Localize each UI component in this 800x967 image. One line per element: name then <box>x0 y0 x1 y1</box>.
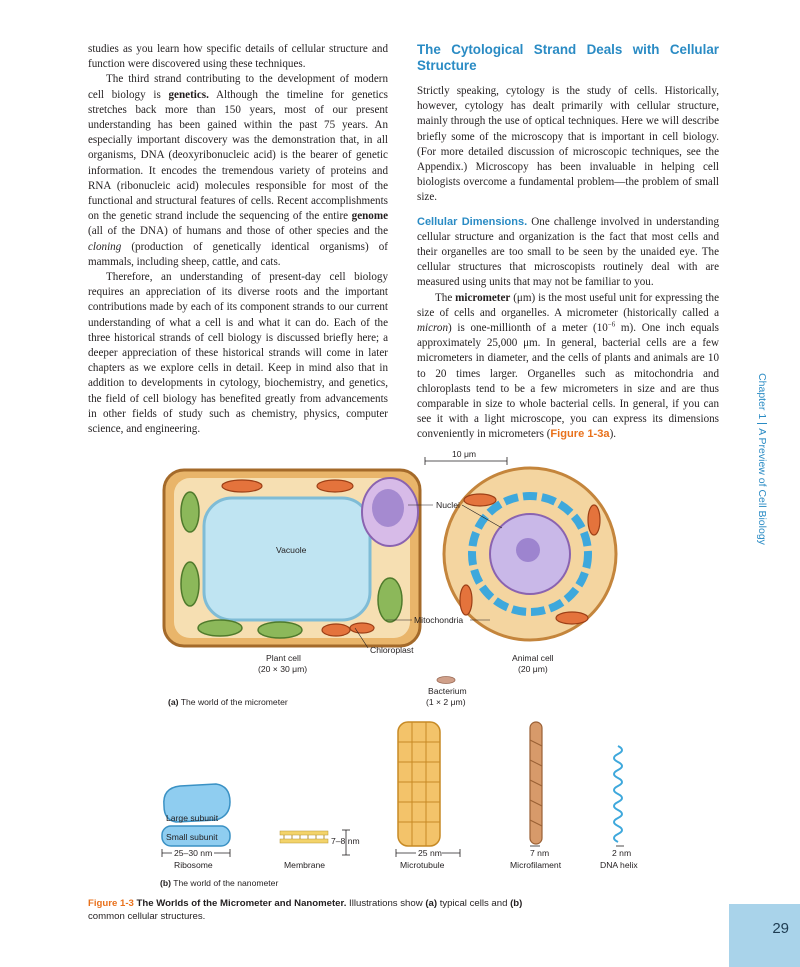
membrane-label: Membrane <box>284 860 326 870</box>
animal-cell-label: Animal cell <box>512 653 554 663</box>
page-number-tab <box>729 904 800 967</box>
runin-heading: Cellular Dimensions. <box>417 215 528 228</box>
term-cloning: cloning <box>88 240 122 253</box>
chapter-label: Chapter 1 <box>756 373 768 420</box>
chapter-title: A Preview of Cell Biology <box>756 428 768 545</box>
bacterium-size: (1 × 2 μm) <box>426 697 466 707</box>
right-column <box>417 42 719 443</box>
section-heading: The Cytological Strand Deals with Cellular Structure <box>417 42 719 73</box>
caption-title: The Worlds of the Micrometer and Nanometer. <box>136 898 347 909</box>
dna-helix-illustration <box>614 746 622 842</box>
scale-bar-label: 10 μm <box>452 450 477 459</box>
plant-cell-illustration <box>164 470 420 646</box>
figure-reference-link[interactable]: Figure 1-3a <box>550 428 610 441</box>
large-subunit-label: Large subunit <box>166 813 219 823</box>
mitochondria-label: Mitochondria <box>414 615 464 625</box>
ribosome-size: 25–30 nm <box>174 848 213 858</box>
left-column <box>88 42 388 437</box>
paragraph: The micrometer (μm) is the most useful unit for expressing the size of cells and organelles. A micrometer (historically called a micron) is one-millionth of a meter ($10^{-6}$ m). One inch equals approximately 25,000 μm. In general, bacterial cells are a few micrometers in diameter, and the cells of plants and animals are 10 to 20 times larger. Organelles such as mitochondria and chloroplasts tend to be a few micrometers in size and are thus comparable in size to whole bacterial cells. In general, if you can see it with a light microscope, you can express its dimensions conveniently in micrometers (Figure 1-3a). <box>417 291 719 441</box>
bacterium-illustration <box>437 677 455 684</box>
chapter-side-tab <box>751 364 773 564</box>
microtubule-illustration <box>398 722 440 846</box>
panel-b-caption: (b) The world of the nanometer <box>160 878 279 888</box>
bacterium-label: Bacterium <box>428 686 467 696</box>
paragraph: Therefore, an understanding of present-day cell biology requires an appreciation of its diverse roots and the important contributions made by each of its component strands to our current understanding of what a cell is and what it can do. Each of the three historical strands of cell biology is discussed briefly here; a deeper appreciation of these historical strands will come in later chapters as we explore cells in detail. Keep in mind also that in addition to developments in cytology, biochemistry, and genetics, the field of cell biology has benefited greatly from advancements in other fields of study such as chemistry, physics, computer science, and engineering. <box>88 271 388 436</box>
microfilament-label: Microfilament <box>510 860 562 870</box>
membrane-illustration <box>280 831 328 843</box>
animal-cell-size: (20 μm) <box>518 664 548 674</box>
term-micron: micron <box>417 322 449 335</box>
microtubule-size: 25 nm <box>418 848 442 858</box>
paragraph: Cellular Dimensions. One challenge involved in understanding cellular structure and organization is the fact that most cells and their organelles are too small to be seen by the unaided eye. The cellular structures that microscopists routinely deal with are measured using units that may not be familiar to you. <box>417 215 720 289</box>
plant-cell-label: Plant cell <box>266 653 301 663</box>
microfilament-size: 7 nm <box>530 848 550 858</box>
paragraph: Strictly speaking, cytology is the study of cells. Historically, however, cytology has dealt primarily with cellular structure, mainly through the use of optical techniques. Here we will describe briefly some of the microscopy that is important in cell biology. (For more detailed discussion of microscopic techniques, see the Appendix.) Microscopy has been invaluable in helping cell biologists overcome a fundamental problem—the problem of small size. <box>417 85 719 204</box>
small-subunit-label: Small subunit <box>166 832 218 842</box>
dna-label: DNA helix <box>600 860 638 870</box>
term-micrometer: micrometer <box>455 291 511 304</box>
ribosome-illustration <box>162 784 230 846</box>
microtubule-label: Microtubule <box>400 860 445 870</box>
microfilament-illustration <box>530 722 542 844</box>
ribosome-label: Ribosome <box>174 860 213 870</box>
dna-size: 2 nm <box>612 848 632 858</box>
vacuole-label: Vacuole <box>276 545 307 555</box>
caption-figure-label: Figure 1-3 <box>88 898 134 909</box>
figure-1-3 <box>150 450 710 905</box>
term-genetics: genetics. <box>168 88 209 101</box>
membrane-size: 7–8 nm <box>331 836 360 846</box>
term-genome: genome <box>351 210 388 223</box>
paragraph: The third strand contributing to the development of modern cell biology is genetics. Although the timeline for genetics stretches back more than 150 years, most of our present understanding has been gained within the past 75 years. An especially important discovery was the demonstration that, in all organisms, DNA (deoxyribonucleic acid) is the bearer of genetic information. It encodes the tremendous variety of proteins and RNA (ribonucleic acid) molecules responsible for most of the functional and structural features of cells. Recent accomplishments on the genetic strand include the sequencing of the entire genome (all of the DNA) of humans and those of other species and the cloning (production of genetically identical organisms) of mammals, including sheep, cattle, and cats. <box>88 73 388 268</box>
scale-bar <box>425 450 507 465</box>
nuclei-label: Nuclei <box>436 500 460 510</box>
chloroplast-label: Chloroplast <box>370 645 414 655</box>
animal-cell-illustration <box>444 468 616 640</box>
paragraph: studies as you learn how specific details of cellular structure and function were discovered using these techniques. <box>88 43 388 71</box>
plant-cell-size: (20 × 30 μm) <box>258 664 308 674</box>
panel-a-caption: (a) The world of the micrometer <box>168 697 288 707</box>
figure-caption: Figure 1-3 The Worlds of the Micrometer and Nanometer. Illustrations show (a) typical cells and (b) common cellular structures. <box>88 898 523 922</box>
page-number: 29 <box>772 920 789 937</box>
